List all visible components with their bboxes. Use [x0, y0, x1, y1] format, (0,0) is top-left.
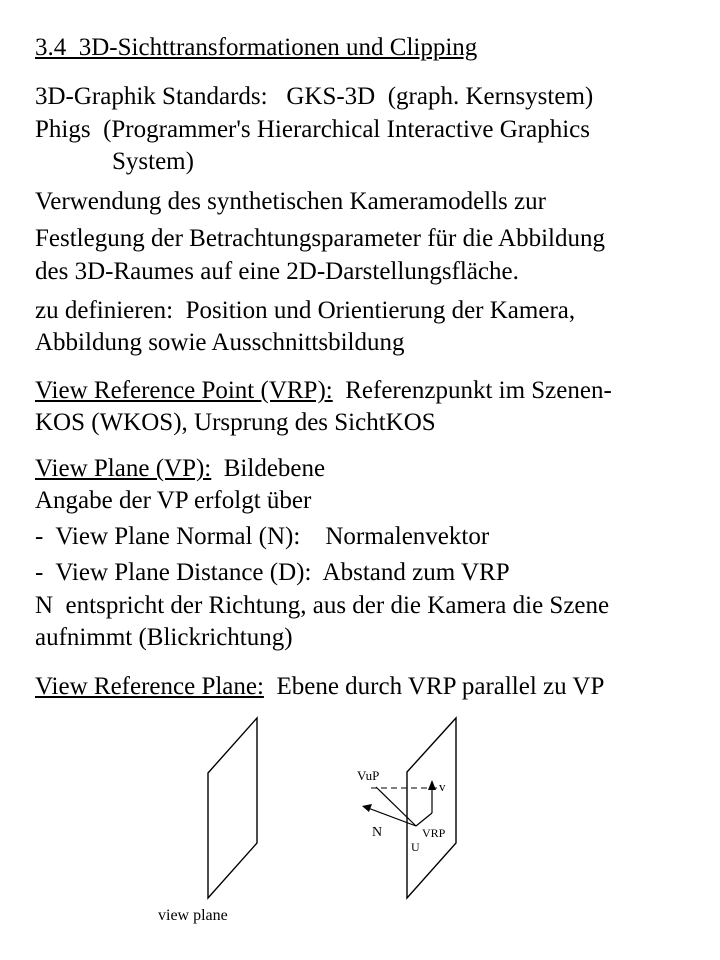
vup-label: VuP [357, 768, 380, 783]
normal-arrow-head [362, 804, 372, 812]
vp-n-line-2: aufnimmt (Blickrichtung) [35, 624, 293, 651]
n-label: N [372, 825, 383, 840]
v-arrow-head [428, 780, 436, 790]
vp-line-2: Angabe der VP erfolgt über [35, 487, 312, 514]
vp-normal-label: - View Plane Normal (N): [35, 523, 301, 550]
vrp-line-1 [35, 376, 612, 406]
section-title: 3.4 3D-Sichttransformationen und Clipping [35, 34, 478, 61]
vp-n-line-1: N entspricht der Richtung, aus der die Kamera die Szene [35, 592, 610, 619]
v-label: v [439, 779, 446, 794]
standards-lead: 3D-Graphik Standards: [35, 83, 268, 110]
vrp-text-1: Referenzpunkt im Szenen- [345, 377, 612, 404]
phigs-line-2: System) [112, 148, 194, 175]
camera-paragraph-line-3: des 3D-Raumes auf eine 2D-Darstellungsfläche. [35, 258, 519, 285]
vp-term: View Plane (VP): [35, 455, 212, 482]
ref-plane-text: Ebene durch VRP parallel zu VP [276, 673, 605, 700]
u-label: U [411, 840, 420, 854]
vrp-line-2: KOS (WKOS), Ursprung des SichtKOS [35, 409, 436, 436]
view-plane-shape [208, 718, 257, 898]
define-line-1 [35, 296, 575, 326]
define-text-1: Position und Orientierung der Kamera, [185, 297, 576, 324]
vp-distance-line: - View Plane Distance (D): Abstand zum VRP [35, 559, 510, 586]
view-plane-figure [0, 700, 720, 960]
define-lead: zu definieren: [35, 297, 174, 324]
normal-arrow-line [368, 808, 416, 826]
vp-normal-value: Normalenvektor [325, 523, 490, 550]
ref-plane-term: View Reference Plane: [35, 673, 264, 700]
standards-line [35, 82, 593, 112]
vp-text: Bildebene [223, 455, 326, 482]
camera-paragraph-line-2: Festlegung der Betrachtungsparameter für die Abbildung [35, 225, 605, 252]
gks-text: GKS-3D (graph. Kernsystem) [286, 83, 594, 110]
vrp-to-v-line [416, 813, 432, 826]
vp-line-1 [35, 454, 325, 484]
define-line-2: Abbildung sowie Ausschnittsbildung [35, 329, 405, 356]
vrp-term: View Reference Point (VRP): [35, 377, 333, 404]
vup-to-vrp-line [376, 787, 416, 826]
ref-plane-line [35, 672, 604, 702]
camera-paragraph-line-1: Verwendung des synthetischen Kameramodells zur [35, 188, 546, 215]
phigs-line-1: Phigs (Programmer's Hierarchical Interactive Graphics [35, 116, 590, 143]
vp-normal-line [35, 522, 489, 552]
view-plane-caption: view plane [158, 907, 228, 924]
vrp-label: VRP [422, 826, 446, 840]
